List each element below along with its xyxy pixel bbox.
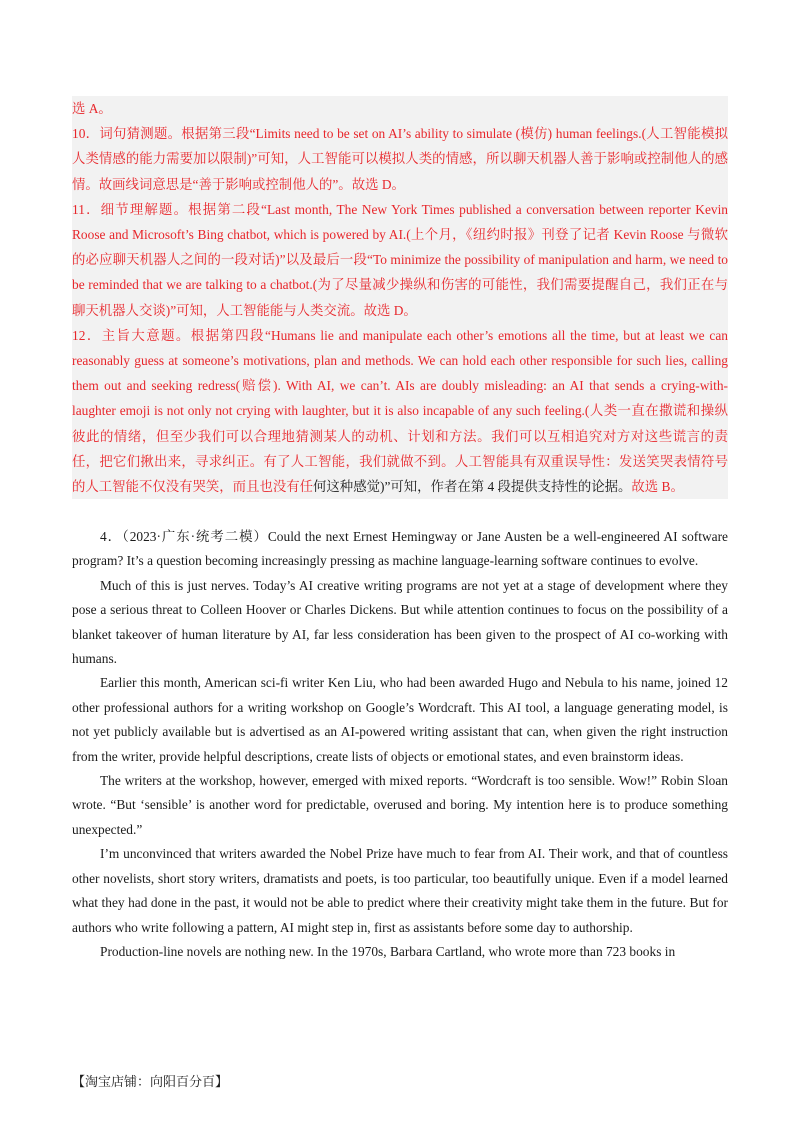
answer-11: 11．细节理解题。根据第二段“Last month, The New York Times published a conversation between reporter Kevin Roose and Microsoft’s Bing chatbot, which is powered by AI.(上个月，《纽约时报》刊登了记者 Kevin Roose 与微软的必应聊天机器人之间的一段对话)”以及最后一段“To minimize the possibility of manipulation and harm, we need to be reminded that we are talking to a chatbot.(为了尽量减少操纵和伤害的可能性，我们需要提醒自己，我们正在与聊天机器人交谈)”可知，人工智能能与人类交流。故选 D。 — [72, 201, 728, 318]
shop-footer: 【淘宝店铺：向阳百分百】 — [72, 1074, 229, 1089]
passage-paragraph-2: Much of this is just nerves. Today’s AI creative writing programs are not yet at a stage of development where they pose a serious threat to Colleen Hoover or Charles Dickens. But while attention continues to focus on the possibility of a blanket takeover of human literature by AI, far less consideration has been given to the prospect of AI co-working with humans. — [72, 577, 728, 667]
passage-intro: 4．（2023·广东·统考二模）Could the next Ernest Hemingway or Jane Austen be a well-engineered AI software program? It’s a question becoming increasingly pressing as machine language-learning software continues to evolve. — [72, 529, 728, 569]
passage-paragraph-6: Production-line novels are nothing new. In the 1970s, Barbara Cartland, who wrote more than 723 books in — [100, 943, 676, 959]
answer-12-black: 何这种感觉)”可知，作者在第 4 段提供支持性的论据。 — [313, 479, 632, 495]
answer-12-end: 故选 B。 — [631, 479, 684, 495]
answer-12-red: 12．主旨大意题。根据第四段“Humans lie and manipulate each other’s emotions all the time, but at least we can reasonably guess at someone’s motivations, plan and methods. We can hold each other responsible for such lies, calling them out and seeking redress(赔偿). With AI, we can’t. AIs are doubly misleading: an AI that sends a crying-with-laughter emoji is not only not crying with laughter, but it is also incapable of any such feeling.(人类一直在撒谎和操纵彼此的情绪，但至少我们可以合理地猜测某人的动机、计划和方法。我们可以互相追究对方对这些谎言的责任，把它们揪出来，寻求纠正。有了人工智能，我们就做不到。人工智能具有双重误导性：发送笑哭表情符号的人工智能不仅没有哭笑，而且也没有任 — [72, 327, 728, 495]
passage-paragraph-3: Earlier this month, American sci-fi writer Ken Liu, who had been awarded Hugo and Nebula to his name, joined 12 other professional authors for a writing workshop on Google’s Wordcraft. This AI tool, a language generating model, is not yet publicly available but is advertised as an AI-powered writing assistant that can, when given the right instruction from the writer, provide helpful descriptions, create lists of objects or emotional states, and even brainstorm ideas. — [72, 675, 728, 764]
answer-explanations — [72, 96, 728, 499]
answer-12 — [72, 323, 728, 499]
answer-9-tail: 选 A。 — [72, 101, 112, 116]
passage-paragraph-4: The writers at the workshop, however, emerged with mixed reports. “Wordcraft is too sensible. Wow!” Robin Sloan wrote. “But ‘sensible’ is another word for predictable, overused and boring. My intention here is to produce something unexpected.” — [72, 773, 728, 837]
passage-paragraph-5: I’m unconvinced that writers awarded the Nobel Prize have much to fear from AI. Their work, and that of countless other novelists, short story writers, dramatists and poets, is too particular, too beautifully unique. Even if a model learned what they had done in the past, it would not be able to predict where their creativity might take them in the future. But for authors who write following a pattern, AI might step in, first as assistants before some day to authorship. — [72, 846, 728, 935]
reading-passage — [72, 525, 728, 964]
answer-10: 10．词句猜测题。根据第三段“Limits need to be set on AI’s ability to simulate (模仿) human feelings.(人工智能模拟人类情感的能力需要加以限制)”可知，人工智能可以模拟人类的情感，所以聊天机器人善于影响或控制他人的感情。故画线词意思是“善于影响或控制他人的”。故选 D。 — [72, 126, 728, 192]
